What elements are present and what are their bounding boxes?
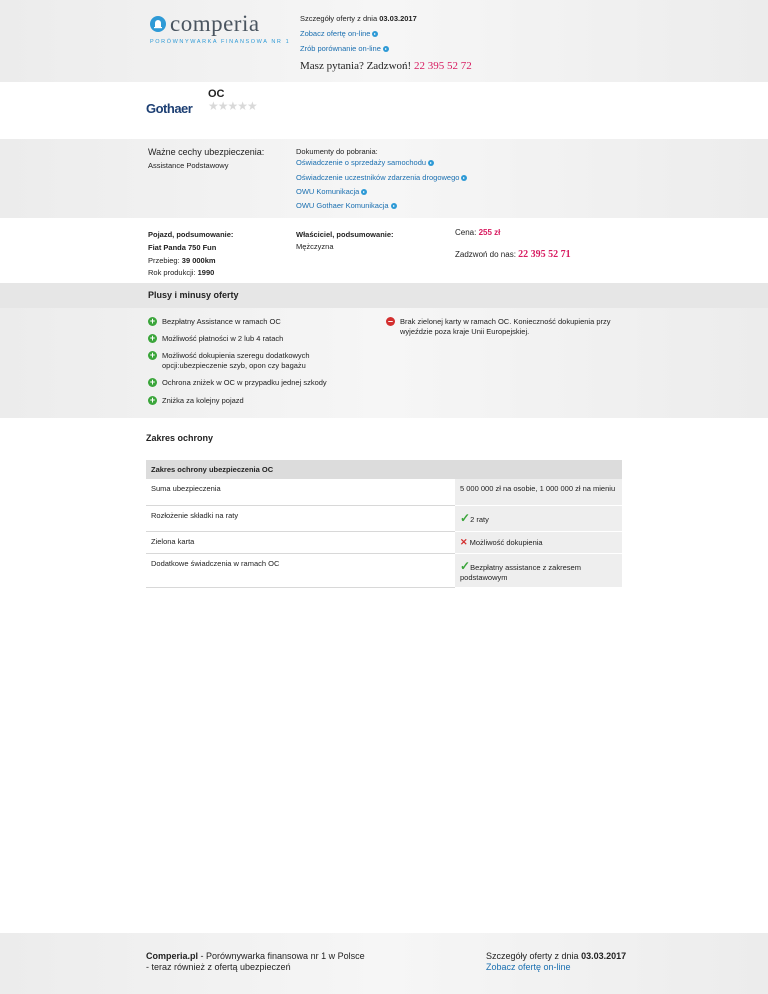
- coverage-table-heading: Zakres ochrony ubezpieczenia OC: [146, 460, 622, 479]
- pros-cons-header-band: [0, 283, 768, 308]
- contact-question: Masz pytania? Zadzwoń! 22 395 52 72: [300, 60, 472, 72]
- pro-item: + Możliwość dokupienia szeregu dodatkowych opcji:ubezpieczenie szyb, opon czy bagażu: [149, 350, 310, 370]
- pros-cons-band: [0, 308, 768, 418]
- arrow-icon: [372, 31, 378, 37]
- con-item: – Brak zielonej karty w ramach OC. Konieczność dokupienia przy wyjeździe poza kraje Unii Europejskiej.: [387, 316, 611, 336]
- feature-item: Assistance Podstawowy: [148, 161, 229, 170]
- vehicle-name: Fiat Panda 750 Fun: [148, 243, 217, 252]
- footer-right: Szczegóły oferty z dnia 03.03.2017 Zobacz ofertę on-line: [486, 951, 627, 972]
- offer-title: OC: [208, 88, 225, 100]
- production-year: Rok produkcji: 1990: [148, 268, 215, 277]
- footer-band: [0, 933, 768, 994]
- plus-icon: +: [149, 316, 156, 326]
- pro-item: + Możliwość płatności w 2 lub 4 ratach: [149, 333, 284, 343]
- minus-icon: –: [387, 316, 393, 326]
- pro-item: + Ochrona zniżek w OC w przypadku jednej szkody: [149, 377, 327, 387]
- rating-stars-icon: ★★★★★: [208, 99, 257, 113]
- owner-value: Mężczyzna: [296, 242, 334, 251]
- table-row: Suma ubezpieczenia 5 000 000 zł na osobie, 1 000 000 zł na mieniu: [146, 479, 622, 505]
- arrow-icon: [461, 175, 467, 181]
- doc-link[interactable]: OWU Gothaer Komunikacja: [296, 201, 389, 210]
- pro-item: + Bezpłatny Assistance w ramach OC: [149, 316, 281, 326]
- call-us: Zadzwoń do nas: 22 395 52 71: [455, 249, 571, 260]
- table-row: Zielona karta ✕ Możliwość dokupienia: [146, 531, 622, 553]
- call-phone[interactable]: 22 395 52 71: [518, 249, 571, 260]
- arrow-icon: [361, 189, 367, 195]
- mileage: Przebieg: 39 000km: [148, 256, 216, 265]
- plus-icon: +: [149, 333, 156, 343]
- pro-item: + Zniżka za kolejny pojazd: [149, 395, 244, 405]
- table-row: Rozłożenie składki na raty ✓2 raty: [146, 505, 622, 531]
- check-icon: ✓: [460, 510, 471, 525]
- header-details: Szczegóły oferty z dnia 03.03.2017: [300, 14, 417, 23]
- doc-link[interactable]: OWU Komunikacja: [296, 187, 360, 196]
- check-icon: ✓: [460, 558, 471, 573]
- footer-view-offer-link[interactable]: Zobacz ofertę on-line: [486, 962, 571, 972]
- coverage-heading: Zakres ochrony: [146, 433, 214, 443]
- logo-tagline: PORÓWNYWARKA FINANSOWA NR 1: [150, 39, 291, 45]
- arrow-icon: [428, 160, 434, 166]
- footer-brand: Comperia.pl: [146, 951, 199, 961]
- doc-link[interactable]: Oświadczenie o sprzedaży samochodu: [296, 158, 427, 167]
- coverage-table: [146, 460, 622, 588]
- compare-link[interactable]: Zrób porównanie on-line: [300, 44, 381, 53]
- plus-icon: +: [149, 377, 156, 387]
- doc-link[interactable]: Oświadczenie uczestników zdarzenia drogowego: [296, 173, 460, 182]
- comperia-logo[interactable]: [150, 11, 290, 45]
- arrow-icon: [383, 46, 389, 52]
- logo-wordmark: comperia: [170, 11, 260, 36]
- plus-icon: +: [149, 395, 156, 405]
- view-offer-link[interactable]: Zobacz ofertę on-line: [300, 29, 371, 38]
- table-row: Dodatkowe świadczenia w ramach OC ✓Bezpłatny assistance z zakresem podstawowym: [146, 553, 622, 587]
- price: Cena: 255 zł: [455, 228, 501, 237]
- cross-icon: ✕: [460, 536, 468, 547]
- header-date: 03.03.2017: [379, 14, 417, 23]
- footer-left: Comperia.pl - Porównywarka finansowa nr 1 w Polsce - teraz również z ofertą ubezpieczeń: [146, 951, 365, 972]
- insurer-logo: Gothaer: [146, 101, 193, 116]
- header-phone[interactable]: 22 395 52 72: [413, 60, 472, 72]
- vehicle-heading: Pojazd, podsumowanie:: [148, 230, 234, 239]
- bell-icon: [150, 16, 166, 32]
- docs-heading: Dokumenty do pobrania:: [296, 147, 378, 156]
- pros-cons-heading: Plusy i minusy oferty: [148, 290, 239, 300]
- features-heading: Ważne cechy ubezpieczenia:: [148, 147, 265, 157]
- arrow-icon: [391, 203, 397, 209]
- owner-heading: Właściciel, podsumowanie:: [296, 230, 394, 239]
- plus-icon: +: [149, 350, 156, 360]
